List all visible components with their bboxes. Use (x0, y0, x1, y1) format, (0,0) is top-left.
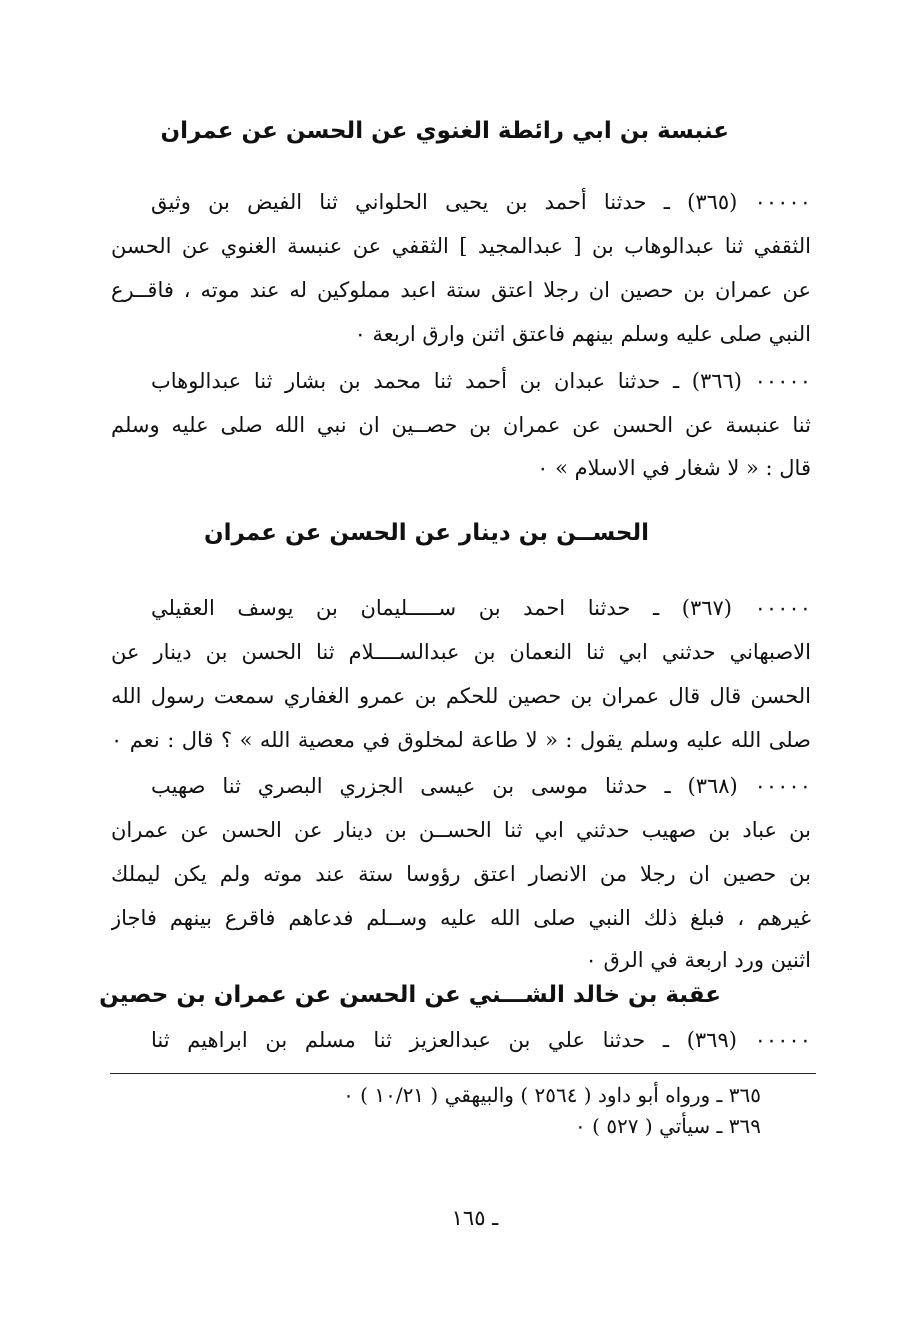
section-heading-uqba-ibn-khalid: عقبة بن خالد الشـــني عن الحسن عن عمران بن حصين (99, 982, 721, 1008)
hadith-366-line-2: ثنا عنبسة عن الحسن عن عمران بن حصــين ان نبي الله صلى عليه وسلم (111, 413, 811, 437)
hadith-368-line-5: اثنين ورد اربعة في الرق ٠ (585, 948, 811, 972)
hadith-365-line-2: الثقفي ثنا عبدالوهاب بن [ عبدالمجيد ] الثقفي عن عنبسة الغنوي عن الحسن (111, 234, 811, 258)
hadith-365-line-4: النبي صلى عليه وسلم بينهم فاعتق اثنن وارق اربعة ٠ (354, 322, 811, 346)
section-heading-hasan-ibn-dinar: الحســن بن دينار عن الحسن عن عمران (204, 520, 649, 546)
footnote-365: ٣٦٥ ـ ورواه أبو داود ( ٢٥٦٤ ) والبيهقي ( ١٠/٢١ ) ٠ (343, 1083, 761, 1107)
hadith-365-line-1: ٠٠٠٠٠ (٣٦٥) ـ حدثنا أحمد بن يحيى الحلواني ثنا الفيض بن وثيق (151, 190, 811, 214)
hadith-367-line-1: ٠٠٠٠٠ (٣٦٧) ـ حدثنا احمد بن ســـــليمان بن يوسف العقيلي (151, 596, 811, 620)
hadith-368-line-2: بن عباد بن صهيب حدثني ابي ثنا الحســن بن دينار عن الحسن عن عمران (111, 818, 811, 842)
hadith-367-line-3: الحسن قال قال عمران بن حصين للحكم بن عمرو الغفاري سمعت رسول الله (111, 684, 811, 708)
hadith-368-line-4: غيرهم ، فبلغ ذلك النبي صلى الله عليه وســلم فدعاهم فاقرع بينهم فاجاز (111, 906, 811, 930)
hadith-368-line-1: ٠٠٠٠٠ (٣٦٨) ـ حدثنا موسى بن عيسى الجزري البصري ثنا صهيب (151, 774, 811, 798)
hadith-369-line-1: ٠٠٠٠٠ (٣٦٩) ـ حدثنا علي بن عبدالعزيز ثنا مسلم بن ابراهيم ثنا (151, 1028, 811, 1052)
hadith-365-line-3: عن عمران بن حصين ان رجلا اعتق ستة اعبد مملوكين له عند موته ، فاقــرع (111, 278, 811, 302)
hadith-367-line-4: صلى الله عليه وسلم يقول : « لا طاعة لمخلوق في معصية الله » ؟ قال : نعم ٠ (111, 728, 811, 752)
footnote-divider (110, 1073, 816, 1074)
section-heading-anbasa: عنبسة بن ابي رائطة الغنوي عن الحسن عن عمران (160, 118, 729, 144)
page-number: ـ ١٦٥ (451, 1206, 499, 1230)
footnote-369: ٣٦٩ ـ سيأتي ( ٥٢٧ ) ٠ (575, 1114, 761, 1138)
hadith-366-line-1: ٠٠٠٠٠ (٣٦٦) ـ حدثنا عبدان بن أحمد ثنا محمد بن بشار ثنا عبدالوهاب (151, 369, 811, 393)
hadith-366-line-3: قال : « لا شغار في الاسلام » ٠ (537, 456, 811, 480)
hadith-367-line-2: الاصبهاني حدثني ابي ثنا النعمان بن عبدالســــلام ثنا الحسن بن دينار عن (111, 640, 811, 664)
hadith-368-line-3: بن حصين ان رجلا من الانصار اعتق رؤوسا ستة عند موته ولم يكن ليملك (111, 862, 811, 886)
